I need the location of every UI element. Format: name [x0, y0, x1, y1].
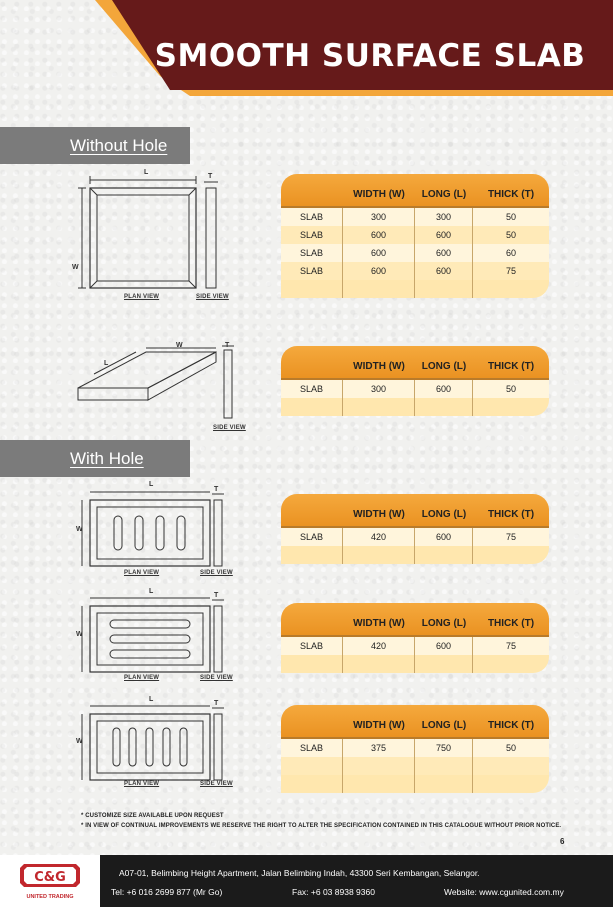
cell-long: 600 — [415, 226, 473, 244]
footer — [0, 855, 613, 907]
logo-text: C&G — [34, 870, 66, 885]
dim-label-thick: T — [214, 486, 219, 493]
dim-label-length: L — [104, 360, 109, 367]
col-long-header: LONG (L) — [421, 618, 467, 629]
dim-label-length: L — [144, 169, 149, 176]
cell-thick: 50 — [505, 384, 516, 394]
dim-label-thick: T — [208, 173, 213, 180]
cell-thick: 50 — [505, 230, 516, 240]
table-row-empty — [281, 655, 549, 673]
cell-long: 600 — [415, 380, 473, 398]
table-row — [281, 380, 549, 398]
cell-thick: 75 — [505, 266, 516, 276]
plan-view-label: PLAN VIEW — [124, 781, 160, 787]
plan-view-label: PLAN VIEW — [124, 570, 160, 576]
footer-website: Website: www.cgunited.com.my — [444, 887, 564, 897]
spec-table-4 — [281, 603, 549, 673]
table-row — [281, 208, 549, 226]
cell-type: SLAB — [281, 637, 343, 655]
cell-thick: 75 — [505, 532, 516, 542]
cell-type: SLAB — [281, 739, 343, 757]
side-view-label: SIDE VIEW — [200, 570, 233, 576]
cell-long: 600 — [415, 528, 473, 546]
dim-label-width: W — [72, 264, 79, 271]
side-view-label: SIDE VIEW — [196, 294, 229, 300]
table-header — [281, 346, 549, 378]
table-row — [281, 739, 549, 757]
footer-tel: Tel: +6 016 2699 877 (Mr Go) — [111, 887, 223, 897]
cell-type: SLAB — [281, 226, 343, 244]
cell-type: SLAB — [281, 380, 343, 398]
cell-type: SLAB — [281, 528, 343, 546]
cell-long: 750 — [415, 739, 473, 757]
cell-long: 300 — [415, 208, 473, 226]
dim-label-width: W — [76, 526, 83, 533]
dim-label-width: W — [76, 631, 83, 638]
drawing-slab-five-holes — [70, 700, 240, 790]
spec-table-3 — [281, 494, 549, 564]
spec-table-1 — [281, 174, 549, 298]
table-row — [281, 262, 549, 280]
table-row-empty — [281, 775, 549, 793]
footer-fax: Fax: +6 03 8938 9360 — [292, 887, 375, 897]
col-long-header: LONG (L) — [421, 189, 467, 200]
note-disclaimer: * IN VIEW OF CONTINUAL IMPROVEMENTS WE RESERVE THE RIGHT TO ALTER THE SPECIFICATION CONTAINED IN THIS CATALOGUE WITHOUT PRIOR NOTICE. — [81, 823, 562, 829]
col-thick-header: THICK (T) — [487, 189, 535, 200]
drawing-isometric-slab — [70, 340, 250, 430]
section-tab-with-hole — [0, 440, 190, 477]
plan-view-label: PLAN VIEW — [124, 294, 160, 300]
table-row-empty — [281, 280, 549, 298]
col-long-header: LONG (L) — [421, 509, 467, 520]
col-width-header: WIDTH (W) — [353, 361, 405, 372]
plan-view-label: PLAN VIEW — [124, 675, 160, 681]
col-long-header: LONG (L) — [421, 720, 467, 731]
dim-label-length: L — [149, 696, 154, 703]
table-header — [281, 705, 549, 737]
col-thick-header: THICK (T) — [487, 720, 535, 731]
col-thick-header: THICK (T) — [487, 361, 535, 372]
table-row-empty — [281, 546, 549, 564]
cell-thick: 50 — [505, 212, 516, 222]
col-width-header: WIDTH (W) — [353, 509, 405, 520]
table-header — [281, 494, 549, 526]
cell-thick: 60 — [505, 248, 516, 258]
table-row — [281, 226, 549, 244]
col-thick-header: THICK (T) — [487, 509, 535, 520]
page-title: SMOOTH SURFACE SLAB — [154, 38, 586, 74]
table-row — [281, 528, 549, 546]
cell-long: 600 — [415, 262, 473, 280]
cell-width: 420 — [343, 637, 415, 655]
spec-table-5 — [281, 705, 549, 793]
cell-type: SLAB — [281, 262, 343, 280]
table-header — [281, 603, 549, 635]
table-row-empty — [281, 398, 549, 416]
cell-width: 300 — [343, 380, 415, 398]
cell-width: 600 — [343, 262, 415, 280]
dim-label-length: L — [149, 588, 154, 595]
table-row — [281, 244, 549, 262]
col-width-header: WIDTH (W) — [353, 618, 405, 629]
col-width-header: WIDTH (W) — [353, 720, 405, 731]
cell-width: 600 — [343, 226, 415, 244]
spec-table-2 — [281, 346, 549, 416]
note-customize: * CUSTOMIZE SIZE AVAILABLE UPON REQUEST — [81, 813, 224, 819]
cell-width: 600 — [343, 244, 415, 262]
drawing-square-slab — [70, 168, 240, 308]
side-view-label: SIDE VIEW — [200, 675, 233, 681]
section-tab-without-hole — [0, 127, 190, 164]
dim-label-length: L — [149, 481, 154, 488]
table-header — [281, 174, 549, 206]
cell-type: SLAB — [281, 244, 343, 262]
cell-thick: 75 — [505, 641, 516, 651]
company-logo — [0, 855, 100, 907]
table-row-empty — [281, 757, 549, 775]
cell-long: 600 — [415, 637, 473, 655]
cell-type: SLAB — [281, 208, 343, 226]
footer-address: A07-01, Belimbing Height Apartment, Jalan Belimbing Indah, 43300 Seri Kembangan, Selangor. — [119, 868, 480, 878]
side-view-label: SIDE VIEW — [213, 425, 246, 431]
side-view-label: SIDE VIEW — [200, 781, 233, 787]
col-long-header: LONG (L) — [421, 361, 467, 372]
dim-label-width: W — [76, 738, 83, 745]
drawing-slab-horizontal-holes — [70, 592, 240, 682]
logo-mark — [0, 855, 100, 907]
cell-width: 300 — [343, 208, 415, 226]
drawing-slab-vertical-holes — [70, 484, 240, 574]
cell-thick: 50 — [505, 743, 516, 753]
cell-long: 600 — [415, 244, 473, 262]
section-label-with-hole: With Hole — [70, 449, 144, 468]
cell-width: 420 — [343, 528, 415, 546]
section-label-without-hole: Without Hole — [70, 136, 168, 155]
cell-width: 375 — [343, 739, 415, 757]
table-row — [281, 637, 549, 655]
dim-label-thick: T — [214, 700, 219, 707]
col-width-header: WIDTH (W) — [353, 189, 405, 200]
col-thick-header: THICK (T) — [487, 618, 535, 629]
dim-label-thick: T — [225, 342, 230, 349]
dim-label-thick: T — [214, 592, 219, 599]
dim-label-width: W — [176, 342, 183, 349]
logo-subtext: UNITED TRADING — [26, 894, 74, 900]
page-number: 6 — [560, 837, 565, 846]
